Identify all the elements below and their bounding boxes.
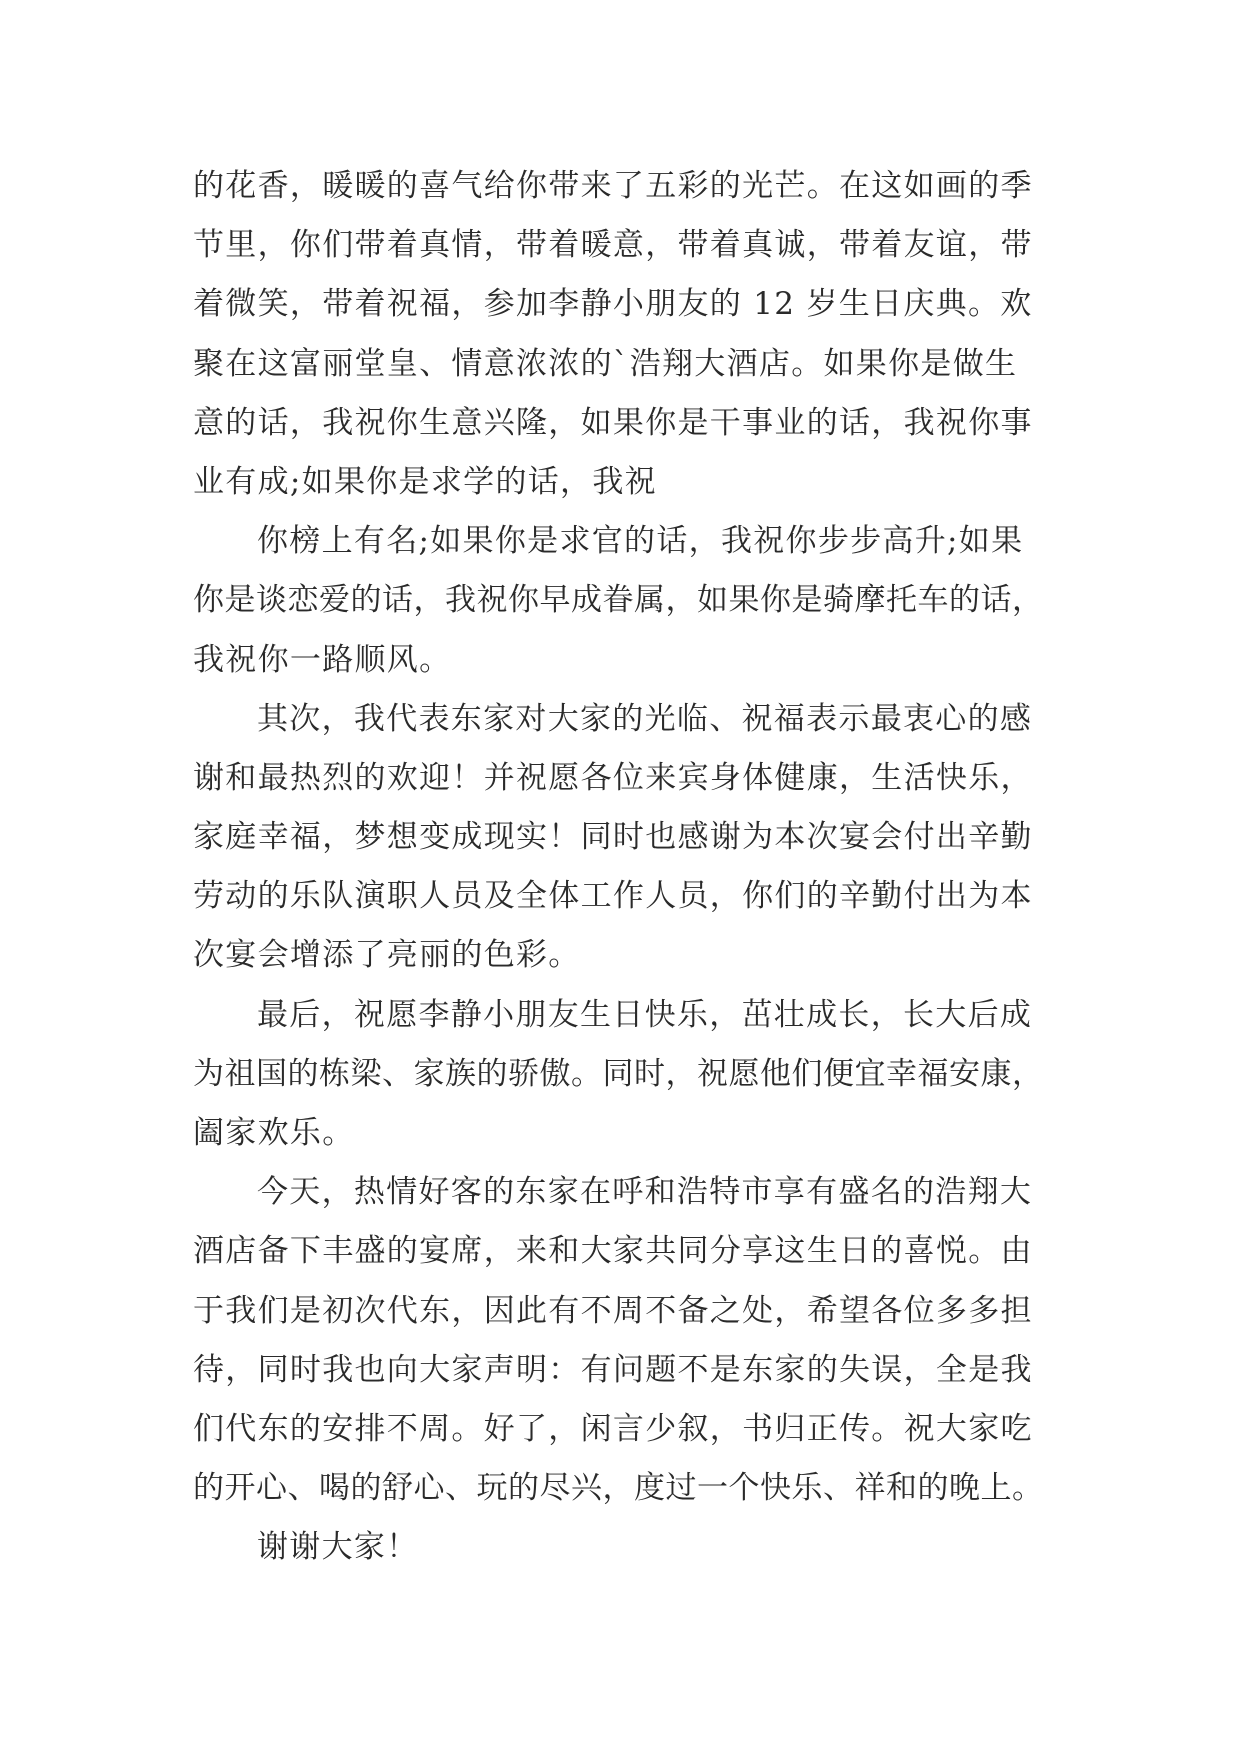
text-line: 你榜上有名;如果你是求官的话，我祝你步步高升;如果 (257, 523, 1024, 560)
text-line: 待，同时我也向大家声明：有问题不是东家的失误，全是我 (193, 1351, 1033, 1388)
text-line: 我祝你一路顺风。 (193, 641, 452, 678)
text-line: 你是谈恋爱的话，我祝你早成眷属，如果你是骑摩托车的话， (193, 582, 1044, 619)
text-line: 谢和最热烈的欢迎！并祝愿各位来宾身体健康，生活快乐， (193, 759, 1033, 796)
text-line: 家庭幸福，梦想变成现实！同时也感谢为本次宴会付出辛勤 (193, 819, 1033, 856)
text-line: 阖家欢乐。 (193, 1115, 355, 1151)
text-line: 次宴会增添了亮丽的色彩。 (193, 937, 581, 974)
text-line: 谢谢大家！ (257, 1529, 419, 1566)
text-line: 酒店备下丰盛的宴席，来和大家共同分享这生日的喜悦。由 (193, 1233, 1033, 1270)
text-line: 劳动的乐队演职人员及全体工作人员，你们的辛勤付出为本 (193, 878, 1033, 915)
text-line: 最后，祝愿李静小朋友生日快乐，茁壮成长，长大后成 (257, 996, 1033, 1033)
text-line: 于我们是初次代东，因此有不周不备之处，希望各位多多担 (193, 1292, 1033, 1329)
text-line: 意的话，我祝你生意兴隆，如果你是干事业的话，我祝你事 (193, 404, 1033, 441)
text-line: 聚在这富丽堂皇、情意浓浓的`浩翔大酒店。如果你是做生 (193, 345, 1018, 382)
body-text (193, 157, 1048, 1578)
text-line: 节里，你们带着真情，带着暖意，带着真诚，带着友谊，带 (193, 227, 1033, 264)
text-line: 们代东的安排不周。好了，闲言少叙，书归正传。祝大家吃 (193, 1410, 1033, 1447)
text-line: 为祖国的栋梁、家族的骄傲。同时，祝愿他们便宜幸福安康， (193, 1055, 1044, 1092)
text-line: 业有成;如果你是求学的话，我祝 (193, 463, 657, 500)
text-line: 其次，我代表东家对大家的光临、祝福表示最衷心的感 (257, 700, 1033, 737)
text-line: 着微笑，带着祝福，参加李静小朋友的 12 岁生日庆典。欢 (193, 286, 1033, 323)
text-line: 今天，热情好客的东家在呼和浩特市享有盛名的浩翔大 (257, 1174, 1033, 1211)
text-line: 的花香，暖暖的喜气给你带来了五彩的光芒。在这如画的季 (193, 168, 1033, 204)
text-line: 的开心、喝的舒心、玩的尽兴，度过一个快乐、祥和的晚上。 (193, 1470, 1044, 1507)
